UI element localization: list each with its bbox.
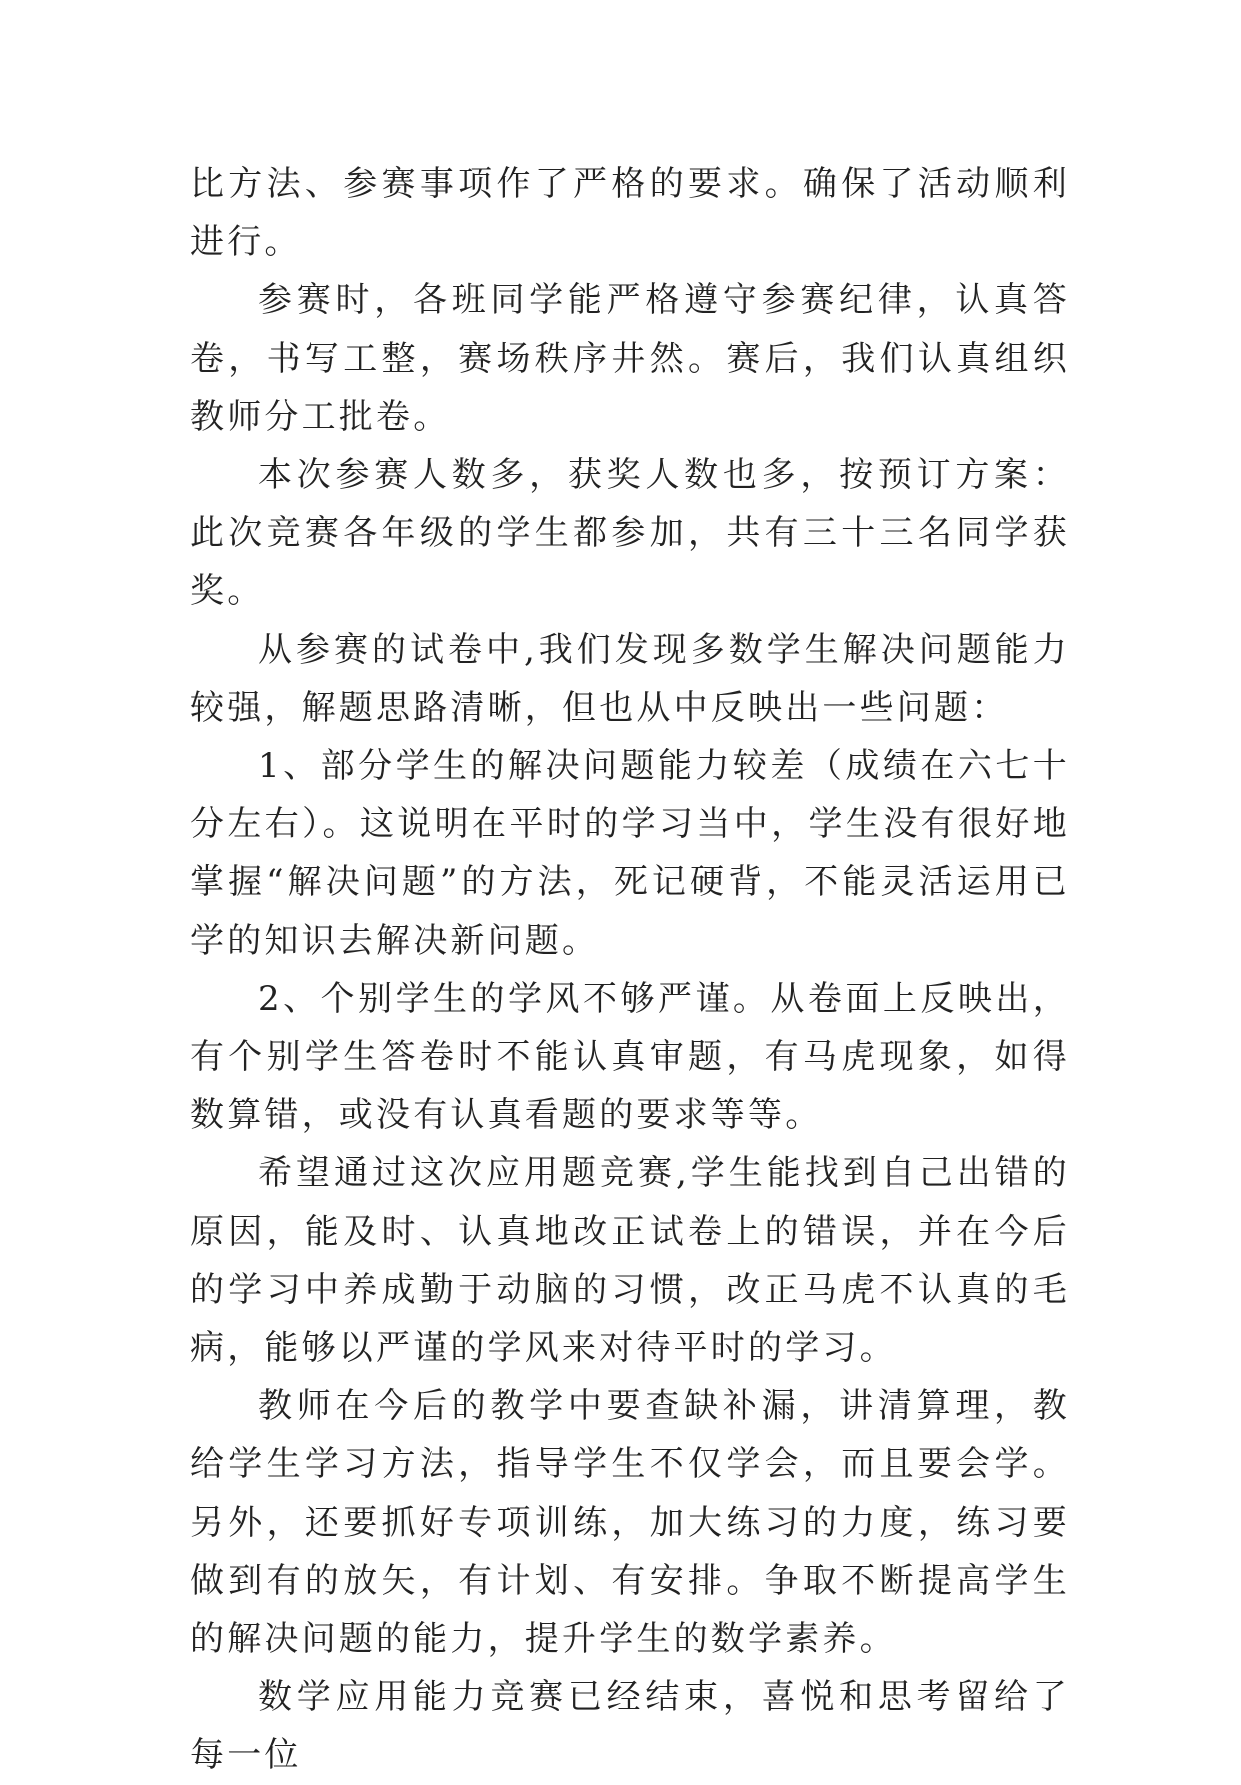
paragraph: 数学应用能力竞赛已经结束，喜悦和思考留给了每一位 [190, 1677, 1070, 1776]
paragraph: 1、部分学生的解决问题能力较差（成绩在六七十分左右）。这说明在平时的学习当中，学生没有很好地掌握“解决问题”的方法，死记硬背，不能灵活运用已学的知识去解决新问题。 [190, 746, 1070, 961]
paragraph: 希望通过这次应用题竞赛,学生能找到自己出错的原因，能及时、认真地改正试卷上的错误，并在今后的学习中养成勤于动脑的习惯，改正马虎不认真的毛病，能够以严谨的学风来对待平时的学习。 [190, 1153, 1070, 1369]
paragraph: 参赛时，各班同学能严格遵守参赛纪律，认真答卷，书写工整，赛场秩序井然。赛后，我们认真组织教师分工批卷。 [190, 280, 1070, 437]
body-text [190, 155, 1070, 1785]
paragraph: 本次参赛人数多，获奖人数也多，按预订方案：此次竞赛各年级的学生都参加，共有三十三名同学获奖。 [190, 455, 1070, 612]
paragraph: 教师在今后的教学中要查缺补漏，讲清算理，教给学生学习方法，指导学生不仅学会，而且要会学。另外，还要抓好专项训练，加大练习的力度，练习要做到有的放矢，有计划、有安排。争取不断提高学生的解决问题的能力，提升学生的数学素养。 [190, 1386, 1070, 1660]
paragraph: 从参赛的试卷中,我们发现多数学生解决问题能力较强，解题思路清晰，但也从中反映出一些问题： [190, 629, 1070, 728]
paragraph: 比方法、参赛事项作了严格的要求。确保了活动顺利进行。 [190, 164, 1070, 263]
paragraph: 2、个别学生的学风不够严谨。从卷面上反映出，有个别学生答卷时不能认真审题，有马虎现象，如得数算错，或没有认真看题的要求等等。 [190, 978, 1070, 1136]
